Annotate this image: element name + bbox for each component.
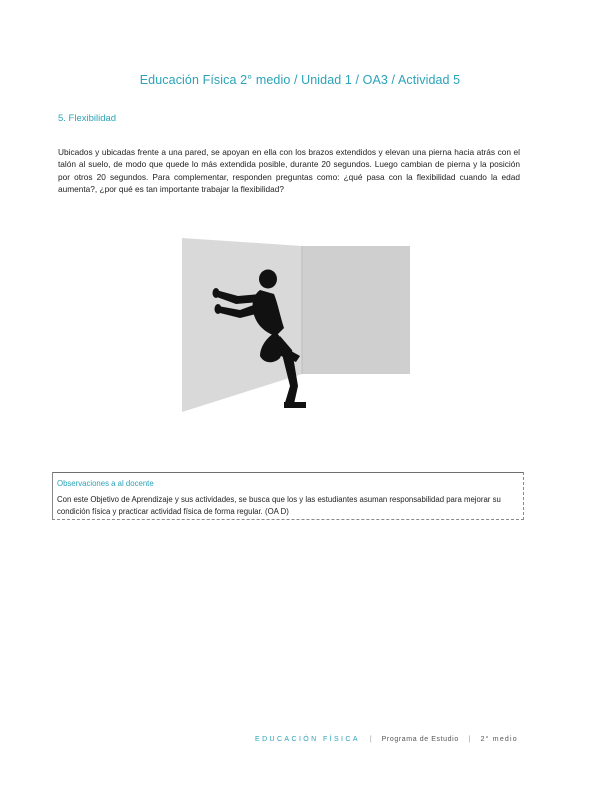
activity-description: Ubicados y ubicadas frente a una pared, se apoyan en ella con los brazos extendidos y elevan una pierna hacia atrás con el talón al suelo, de modo que quede lo más extendida posible, durante 20 segundos. Luego cambian de pierna y la posición por otros 20 segundos. Para complementar, responden preguntas como: ¿qué pasa con la flexibilidad cuando la edad aumenta?, ¿por qué es tan importante trabajar la flexibilidad? <box>58 147 520 195</box>
footer-brand: EDUCACIÓN FÍSICA <box>255 736 360 743</box>
section-heading: 5. Flexibilidad <box>58 113 117 124</box>
wall-right <box>302 246 410 374</box>
footer-program: Programa de Estudio <box>381 736 459 743</box>
stretching-illustration <box>180 236 412 416</box>
page-title: Educación Física 2° medio / Unidad 1 / OA3 / Actividad 5 <box>139 73 461 87</box>
teacher-notes-title: Observaciones a al docente <box>57 479 154 488</box>
footer-separator-2: | <box>468 736 471 743</box>
footer-grade: 2° medio <box>480 736 518 743</box>
wall-left <box>182 238 302 412</box>
page-footer <box>255 736 518 743</box>
teacher-notes-text: Con este Objetivo de Aprendizaje y sus actividades, se busca que los y las estudiantes asuman responsabilidad para mejorar su condición física y practicar actividad física de forma regular. (OA D) <box>57 495 501 516</box>
stretching-figure-icon <box>180 236 412 416</box>
footer-separator: | <box>369 736 372 743</box>
teacher-notes-box <box>52 472 524 520</box>
